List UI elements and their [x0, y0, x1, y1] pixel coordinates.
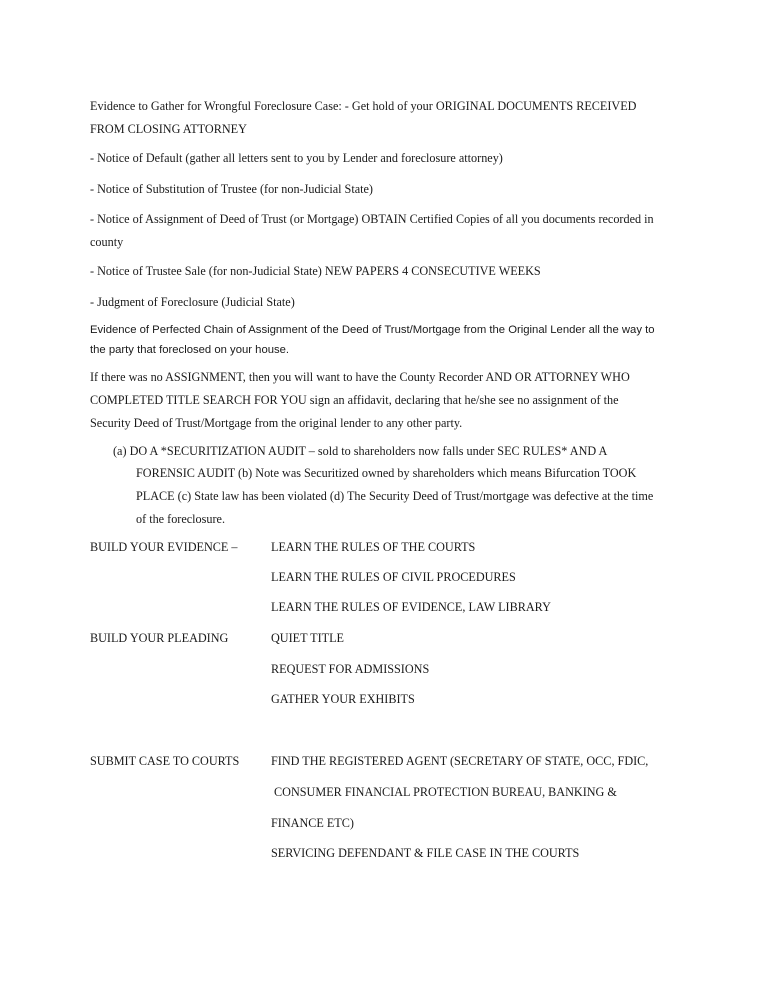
- build-evidence-item: LEARN THE RULES OF CIVIL PROCEDURES: [271, 570, 516, 584]
- notice-assignment: [90, 208, 690, 254]
- build-pleading-item: REQUEST FOR ADMISSIONS: [271, 662, 430, 676]
- submit-case-item: SERVICING DEFENDANT & FILE CASE IN THE COURTS: [271, 846, 580, 860]
- no-assignment-line: Security Deed of Trust/Mortgage from the original lender to any other party.: [90, 416, 463, 430]
- build-pleading-item: QUIET TITLE: [271, 631, 344, 645]
- build-evidence-item: LEARN THE RULES OF THE COURTS: [271, 540, 476, 554]
- audit-line: PLACE (c) State law has been violated (d) The Security Deed of Trust/mortgage was defective at the time: [136, 489, 654, 503]
- no-assignment-line: If there was no ASSIGNMENT, then you will want to have the County Recorder AND OR ATTORNEY WHO: [90, 370, 630, 384]
- intro-line: FROM CLOSING ATTORNEY: [90, 122, 247, 136]
- build-evidence-item: LEARN THE RULES OF EVIDENCE, LAW LIBRARY: [271, 600, 551, 614]
- notice-assignment-line: county: [90, 235, 124, 249]
- notice-trustee-sale: - Notice of Trustee Sale (for non-Judicial State) NEW PAPERS 4 CONSECUTIVE WEEKS: [90, 264, 541, 278]
- no-assignment-line: COMPLETED TITLE SEARCH FOR YOU sign an affidavit, declaring that he/she see no assignment of the: [90, 393, 619, 407]
- chain-paragraph: [90, 320, 690, 360]
- build-pleading-label: BUILD YOUR PLEADING: [90, 631, 229, 645]
- audit-line: FORENSIC AUDIT (b) Note was Securitized owned by shareholders which means Bifurcation TOOK: [136, 466, 637, 480]
- chain-line: Evidence of Perfected Chain of Assignment of the Deed of Trust/Mortgage from the Original Lender all the way to: [90, 324, 655, 336]
- submit-case-item: CONSUMER FINANCIAL PROTECTION BUREAU, BANKING &: [271, 785, 617, 799]
- intro-line: Evidence to Gather for Wrongful Foreclosure Case: - Get hold of your ORIGINAL DOCUMENTS RECEIVED: [90, 99, 637, 113]
- submit-case-label: SUBMIT CASE TO COURTS: [90, 754, 240, 768]
- notice-default: - Notice of Default (gather all letters sent to you by Lender and foreclosure attorney): [90, 151, 503, 165]
- notice-substitution: - Notice of Substitution of Trustee (for non-Judicial State): [90, 182, 373, 196]
- intro-paragraph: [90, 95, 690, 141]
- submit-case-item: FINANCE ETC): [271, 816, 354, 830]
- audit-paragraph: [113, 440, 683, 463]
- chain-line: the party that foreclosed on your house.: [90, 344, 290, 356]
- notice-assignment-line: - Notice of Assignment of Deed of Trust (or Mortgage) OBTAIN Certified Copies of all you documents recorded in: [90, 212, 654, 226]
- no-assignment-paragraph: [90, 366, 690, 435]
- audit-line: (a) DO A *SECURITIZATION AUDIT – sold to shareholders now falls under SEC RULES* AND A: [113, 444, 608, 458]
- audit-line: of the foreclosure.: [136, 512, 225, 526]
- submit-case-item: FIND THE REGISTERED AGENT (SECRETARY OF STATE, OCC, FDIC,: [271, 754, 649, 768]
- audit-paragraph-continued: [136, 462, 736, 531]
- notice-judgment: - Judgment of Foreclosure (Judicial State): [90, 295, 295, 309]
- build-evidence-label: BUILD YOUR EVIDENCE –: [90, 540, 238, 554]
- build-pleading-item: GATHER YOUR EXHIBITS: [271, 692, 415, 706]
